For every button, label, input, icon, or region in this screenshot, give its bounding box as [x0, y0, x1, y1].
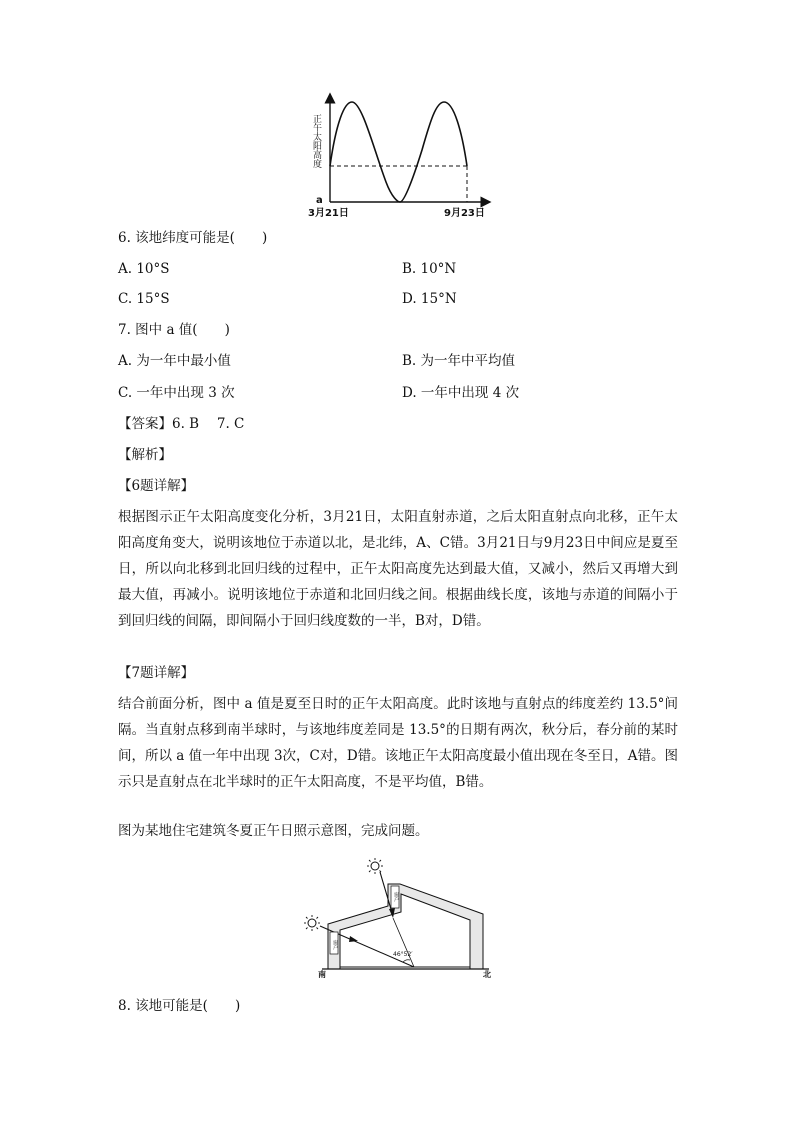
q7-option-c: C. 一年中出现 3 次 [118, 385, 235, 401]
sun-altitude-chart [300, 92, 500, 220]
q6-detail-text: 根据图示正午太阳高度变化分析，3月21日，太阳直射赤道，之后太阳直射点向北移，正午太阳高度角变大，说明该地位于赤道以北，是北纬，A、C错。3月21日与9月23日中间应是夏至日，所以向北移到北回归线的过程中，正午太阳高度先达到最大值，又减小，然后又再增大到最大值，再减小。说明该地位于赤道和北回归线之间。根据曲线长度，该地与赤道的间隔小于到回归线的间隔，即间隔小于回归线度数的一半，B对，D错。 [118, 509, 678, 629]
q7-option-b: B. 为一年中平均值 [402, 353, 516, 369]
answer-line: 【答案】6. B 7. C [118, 416, 245, 432]
north-label: 北 [483, 970, 491, 978]
a-label: a [316, 195, 323, 206]
summer-ray-arrow [349, 936, 358, 942]
upper-window-label: 窗户 [393, 892, 399, 902]
x-end-label: 9月23日 [444, 208, 485, 219]
house-sunlight-diagram [300, 856, 500, 978]
q7-stem: 7. 图中 a 值( ) [118, 322, 230, 338]
sun-icon-winter [367, 858, 383, 874]
y-axis-label: 正午太阳高度 [311, 114, 321, 168]
x-start-label: 3月21日 [308, 208, 349, 219]
q7-option-d: D. 一年中出现 4 次 [402, 385, 520, 401]
analysis-heading: 【解析】 [118, 447, 172, 463]
q8-stem: 8. 该地可能是( ) [118, 998, 241, 1014]
q6-option-c: C. 15°S [118, 291, 170, 307]
angle-arc [403, 960, 410, 962]
altitude-curve [330, 102, 467, 202]
intro-text: 图为某地住宅建筑冬夏正午日照示意图，完成问题。 [118, 823, 429, 839]
south-label: 南 [318, 970, 326, 978]
q6-option-d: D. 15°N [402, 291, 457, 307]
q7-option-a: A. 为一年中最小值 [118, 353, 231, 369]
q6-option-a: A. 10°S [118, 261, 170, 277]
q6-option-b: B. 10°N [402, 261, 457, 277]
lower-window-label: 窗户 [332, 940, 338, 950]
q6-detail-heading: 【6题详解】 [118, 478, 195, 494]
q7-detail-heading: 【7题详解】 [118, 665, 195, 681]
q6-stem: 6. 该地纬度可能是( ) [118, 230, 268, 246]
angle-label: 46°52′ [393, 951, 413, 958]
sun-icon-summer [304, 915, 320, 931]
q7-detail-text: 结合前面分析，图中 a 值是夏至日时的正午太阳高度。此时该地与直射点的纬度差约 13.5°间隔。当直射点移到南半球时，与该地纬度差同是 13.5°的日期有两次，秋分后，春分前的某时间，所以 a 值一年中出现 3次，C对，D错。该地正午太阳高度最小值出现在冬至日，A错。图示只是直射点在北半球时的正午太阳高度，不是平均值，B错。 [118, 696, 678, 790]
